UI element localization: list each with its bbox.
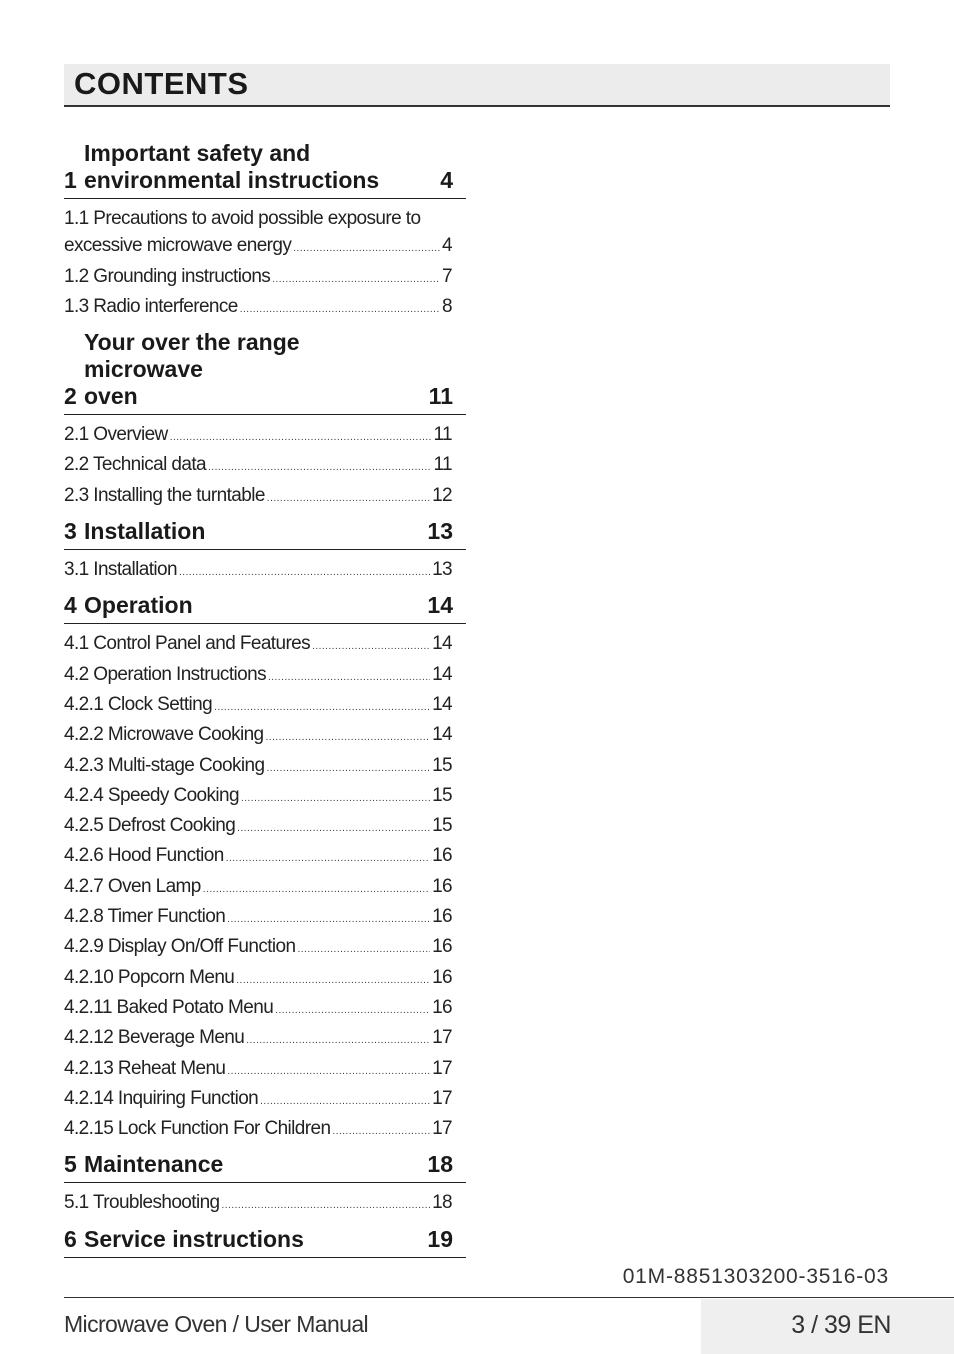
toc-entry-label: 4.2.9 Display On/Off Function: [64, 936, 296, 958]
section-title: [84, 1226, 417, 1253]
dot-leader: [266, 755, 430, 782]
dot-leader: [266, 724, 431, 751]
dot-leader: [297, 936, 430, 963]
section-title: [84, 140, 417, 194]
dot-leader: [260, 1088, 430, 1115]
dot-leader: [275, 997, 430, 1024]
toc-entry[interactable]: [64, 691, 452, 721]
dot-leader: [179, 559, 430, 586]
dot-leader: [237, 815, 430, 842]
dot-leader: [227, 1058, 430, 1085]
toc-entry-label: 4.2.4 Speedy Cooking: [64, 784, 239, 806]
section-number: 6: [64, 1225, 77, 1252]
toc-entry-label: 4.2 Operation Instructions: [64, 663, 266, 685]
section-title-line: Important safety and: [84, 140, 311, 166]
section-page-number: 4: [440, 167, 453, 193]
section-heading[interactable]: [64, 329, 466, 415]
section-heading[interactable]: [64, 592, 466, 624]
section-page-number: 18: [427, 1151, 453, 1178]
toc-entry[interactable]: [64, 1055, 452, 1085]
section-title: [84, 592, 417, 619]
toc-entry-page: 16: [432, 936, 452, 958]
toc-entry-page: 17: [432, 1027, 452, 1049]
toc-section: [64, 1226, 466, 1258]
section-title-line: Operation: [84, 592, 193, 619]
toc-entry[interactable]: [64, 205, 452, 232]
toc-entry[interactable]: [64, 752, 452, 782]
toc-section: [64, 592, 466, 1145]
section-title-line: environmental instructions: [84, 167, 380, 193]
section-number: 1: [64, 167, 77, 193]
section-number: 4: [64, 592, 77, 619]
section-title-line: Service instructions: [84, 1225, 304, 1252]
dot-leader: [203, 876, 430, 903]
toc-entry[interactable]: [64, 994, 452, 1024]
toc-entry-label: 4.2.10 Popcorn Menu: [64, 966, 235, 988]
toc-entry-label: 5.1 Troubleshooting: [64, 1192, 220, 1214]
toc-entry-label: 4.2.13 Reheat Menu: [64, 1057, 226, 1079]
dot-leader: [240, 296, 440, 323]
toc-entry[interactable]: [64, 903, 452, 933]
toc-entry-label: 4.2.8 Timer Function: [64, 906, 226, 928]
toc-section: [64, 518, 466, 586]
dot-leader: [208, 454, 431, 481]
toc-entry-label: 2.2 Technical data: [64, 454, 207, 476]
page-title: CONTENTS: [74, 66, 249, 101]
section-title: [84, 329, 417, 410]
toc-entry-label: 3.1 Installation: [64, 559, 177, 581]
toc-section: [64, 329, 466, 512]
toc-entry-label: 4.2.1 Clock Setting: [64, 693, 213, 715]
dot-leader: [241, 785, 430, 812]
toc-entry-label: 2.1 Overview: [64, 424, 168, 446]
toc-entry-page: 8: [442, 295, 452, 317]
toc-entry[interactable]: [64, 421, 452, 451]
toc-entry-page: 16: [432, 845, 452, 867]
toc-entry-page: 14: [432, 724, 452, 746]
toc-entry[interactable]: [64, 482, 452, 512]
toc-entry[interactable]: [64, 873, 452, 903]
section-title-line: Maintenance: [84, 1151, 224, 1178]
section-title: [84, 518, 417, 545]
document-code: 01M-8851303200-3516-03: [622, 1265, 889, 1288]
toc-entry-page: 14: [432, 663, 452, 685]
section-number: 2: [64, 383, 77, 410]
footer-title: Microwave Oven / User Manual: [64, 1311, 369, 1337]
dot-leader: [227, 906, 430, 933]
section-items: [64, 1189, 466, 1219]
footer-page-box: [701, 1299, 954, 1354]
section-number: 5: [64, 1151, 77, 1178]
toc-entry-page: 4: [442, 235, 452, 257]
toc-entry[interactable]: [64, 451, 452, 481]
section-page-number: 14: [427, 592, 453, 619]
dot-leader: [214, 694, 430, 721]
toc-entry-page: 12: [432, 484, 452, 506]
section-title-line: Your over the range microwave: [84, 329, 300, 383]
toc-entry[interactable]: [64, 630, 452, 660]
toc-entry-label: 4.2.6 Hood Function: [64, 845, 224, 867]
toc-entry[interactable]: [64, 1115, 452, 1145]
toc-entry-page: 11: [433, 424, 452, 446]
dot-leader: [170, 424, 432, 451]
section-number: 3: [64, 518, 77, 545]
toc-entry-page: 15: [432, 784, 452, 806]
toc-entry-page: 14: [432, 693, 452, 715]
section-items: [64, 205, 466, 323]
toc-section: [64, 140, 466, 323]
toc-entry-page: 15: [432, 754, 452, 776]
toc-entry-label: 2.3 Installing the turntable: [64, 484, 265, 506]
toc-entry[interactable]: [64, 933, 452, 963]
section-title-line: Installation: [84, 518, 206, 545]
toc-entry[interactable]: [64, 1189, 452, 1219]
toc-entry-label: 4.2.5 Defrost Cooking: [64, 815, 236, 837]
section-items: [64, 630, 466, 1145]
dot-leader: [222, 1192, 431, 1219]
toc-entry-label: 4.2.11 Baked Potato Menu: [64, 996, 274, 1018]
toc-entry-page: 14: [432, 633, 452, 655]
toc-entry-label: 4.2.14 Inquiring Function: [64, 1087, 259, 1109]
toc-entry[interactable]: [64, 232, 452, 262]
toc-entry[interactable]: [64, 661, 452, 691]
toc-entry[interactable]: [64, 964, 452, 994]
section-title: [84, 1151, 417, 1178]
section-page-number: 13: [427, 518, 453, 545]
section-items: [64, 421, 466, 512]
dot-leader: [268, 664, 430, 691]
toc-entry[interactable]: [64, 1024, 452, 1054]
toc-entry[interactable]: [64, 293, 452, 323]
toc-entry-page: 17: [432, 1087, 452, 1109]
toc-entry-page: 17: [432, 1057, 452, 1079]
toc-entry[interactable]: [64, 721, 452, 751]
toc-entry-label: 1.2 Grounding instructions: [64, 265, 271, 287]
toc-entry-page: 16: [432, 875, 452, 897]
section-heading[interactable]: [64, 518, 466, 550]
section-title-line: oven: [84, 383, 138, 410]
toc-entry-page: 16: [432, 966, 452, 988]
toc-entry-page: 7: [442, 265, 452, 287]
toc-entry[interactable]: [64, 263, 452, 293]
dot-leader: [332, 1118, 430, 1145]
title-band: [64, 64, 890, 107]
toc-entry[interactable]: [64, 1085, 452, 1115]
toc-entry-page: 13: [432, 559, 452, 581]
toc-section: [64, 1151, 466, 1219]
toc-entry-label: 4.2.2 Microwave Cooking: [64, 724, 264, 746]
section-items: [64, 556, 466, 586]
dot-leader: [293, 235, 440, 262]
dot-leader: [267, 485, 430, 512]
section-page-number: 11: [428, 383, 453, 410]
toc-entry-label: 4.2.7 Oven Lamp: [64, 875, 201, 897]
toc-entry[interactable]: [64, 782, 452, 812]
dot-leader: [236, 967, 430, 994]
section-heading[interactable]: [64, 1226, 466, 1258]
section-heading[interactable]: [64, 1151, 466, 1183]
toc-entry[interactable]: [64, 556, 452, 586]
toc-entry-label: 4.2.12 Beverage Menu: [64, 1027, 245, 1049]
toc-entry-page: 15: [432, 815, 452, 837]
dot-leader: [272, 266, 440, 293]
toc-entry-label: excessive microwave energy: [64, 235, 292, 257]
footer-divider: [64, 1297, 954, 1298]
toc-entry-label: 1.3 Radio interference: [64, 295, 238, 317]
toc-entry-page: 18: [432, 1192, 452, 1214]
toc-entry-page: 11: [433, 454, 452, 476]
toc-entry-page: 16: [432, 996, 452, 1018]
toc-entry[interactable]: [64, 842, 452, 872]
toc-entry-page: 17: [432, 1118, 452, 1140]
toc-entry[interactable]: [64, 812, 452, 842]
toc-entry-label: 4.2.15 Lock Function For Children: [64, 1118, 331, 1140]
dot-leader: [246, 1027, 430, 1054]
toc-entry-label: 4.1 Control Panel and Features: [64, 633, 311, 655]
toc-entry-label: 1.1 Precautions to avoid possible exposure to: [64, 208, 421, 229]
dot-leader: [312, 633, 430, 660]
table-of-contents: [64, 140, 466, 1264]
toc-entry-label: 4.2.3 Multi-stage Cooking: [64, 754, 265, 776]
section-page-number: 19: [427, 1225, 453, 1252]
toc-entry-page: 16: [432, 906, 452, 928]
page-number: 3 / 39 EN: [791, 1311, 891, 1339]
dot-leader: [226, 845, 430, 872]
section-heading[interactable]: [64, 140, 466, 199]
